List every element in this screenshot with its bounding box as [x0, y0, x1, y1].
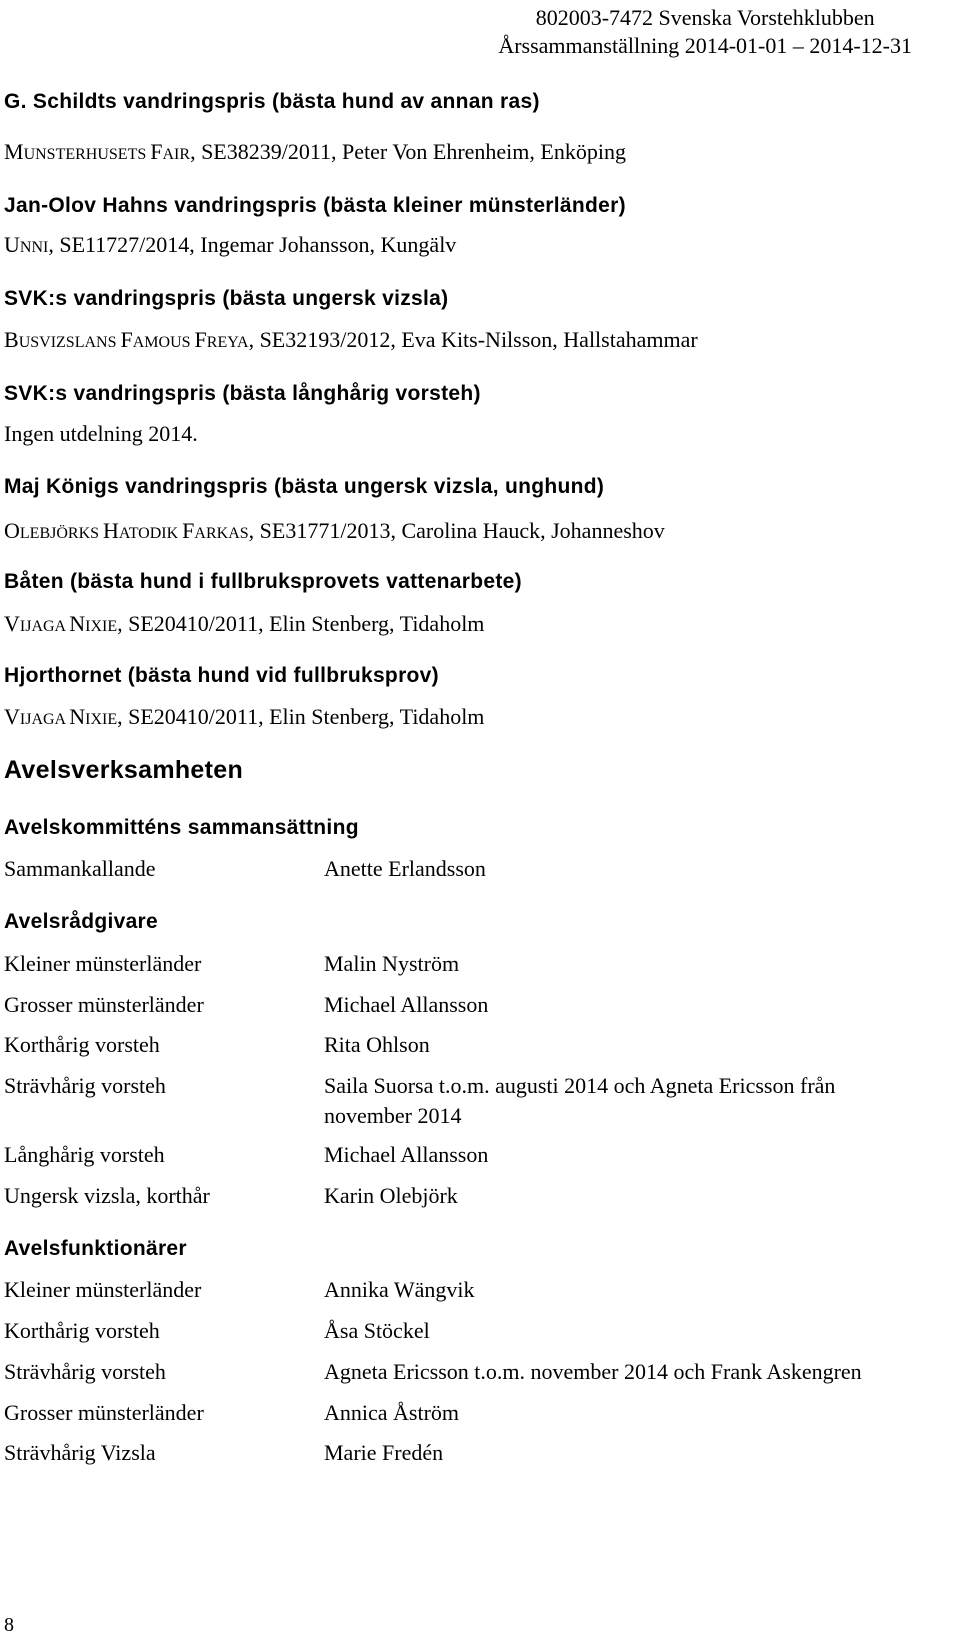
advisor-person: Rita Ohlson — [324, 1032, 430, 1057]
official-breed: Strävhårig Vizsla — [4, 1440, 156, 1465]
advisor-breed: Långhårig vorsteh — [4, 1142, 165, 1167]
award-title: G. Schildts vandringspris (bästa hund av annan ras) — [4, 90, 540, 113]
award-winner: VIJAGA NIXIE, SE20410/2011, Elin Stenberg, Tidaholm — [4, 704, 485, 729]
award-winner: OLEBJÖRKS HATODIK FARKAS, SE31771/2013, Carolina Hauck, Johanneshov — [4, 518, 665, 543]
award-winner: Ingen utdelning 2014. — [4, 421, 198, 446]
award-winner: BUSVIZSLANS FAMOUS FREYA, SE32193/2012, Eva Kits-Nilsson, Hallstahammar — [4, 327, 698, 352]
page-header — [498, 4, 912, 60]
official-breed: Korthårig vorsteh — [4, 1318, 160, 1343]
award-title: Jan-Olov Hahns vandringspris (bästa kleiner münsterländer) — [4, 194, 626, 217]
advisor-person: Michael Allansson — [324, 992, 489, 1017]
committee-role: Sammankallande — [4, 856, 156, 881]
advisor-person: Karin Olebjörk — [324, 1183, 458, 1208]
advisor-breed: Kleiner münsterländer — [4, 951, 202, 976]
official-person: Marie Fredén — [324, 1440, 444, 1465]
committee-person: Anette Erlandsson — [324, 856, 486, 881]
advisor-breed: Strävhårig vorsteh — [4, 1073, 166, 1098]
award-title: Maj Königs vandringspris (bästa ungersk vizsla, unghund) — [4, 475, 605, 498]
advisors-title: Avelsrådgivare — [4, 910, 159, 933]
header-period: Årssammanställning 2014-01-01 – 2014-12-31 — [498, 33, 912, 58]
advisor-person: Saila Suorsa t.o.m. augusti 2014 och Agneta Ericsson från — [324, 1073, 836, 1098]
official-breed: Grosser münsterländer — [4, 1400, 204, 1425]
page-number: 8 — [4, 1614, 14, 1636]
award-title: SVK:s vandringspris (bästa långhårig vorsteh) — [4, 382, 481, 405]
officials-title: Avelsfunktionärer — [4, 1237, 187, 1260]
advisor-breed: Grosser münsterländer — [4, 992, 204, 1017]
advisor-breed: Korthårig vorsteh — [4, 1032, 160, 1057]
official-breed: Strävhårig vorsteh — [4, 1359, 166, 1384]
section-title: Avelsverksamheten — [4, 756, 244, 784]
advisor-person: Michael Allansson — [324, 1142, 489, 1167]
official-person: Annica Åström — [324, 1400, 460, 1425]
advisor-person-cont: november 2014 — [324, 1103, 462, 1128]
official-breed: Kleiner münsterländer — [4, 1277, 202, 1302]
award-title: Hjorthornet (bästa hund vid fullbruksprov) — [4, 664, 439, 687]
award-winner: MUNSTERHUSETS FAIR, SE38239/2011, Peter Von Ehrenheim, Enköping — [4, 139, 626, 164]
official-person: Annika Wängvik — [324, 1277, 475, 1302]
advisor-person: Malin Nyström — [324, 951, 460, 976]
committee-title: Avelskommitténs sammansättning — [4, 816, 359, 839]
award-title: SVK:s vandringspris (bästa ungersk vizsla) — [4, 287, 449, 310]
award-winner: VIJAGA NIXIE, SE20410/2011, Elin Stenberg, Tidaholm — [4, 611, 485, 636]
official-person: Agneta Ericsson t.o.m. november 2014 och Frank Askengren — [324, 1359, 862, 1384]
advisor-breed: Ungersk vizsla, korthår — [4, 1183, 210, 1208]
award-title: Båten (bästa hund i fullbruksprovets vattenarbete) — [4, 570, 522, 593]
official-person: Åsa Stöckel — [324, 1318, 430, 1343]
header-org: 802003-7472 Svenska Vorstehklubben — [535, 5, 875, 30]
award-winner: UNNI, SE11727/2014, Ingemar Johansson, Kungälv — [4, 232, 457, 257]
